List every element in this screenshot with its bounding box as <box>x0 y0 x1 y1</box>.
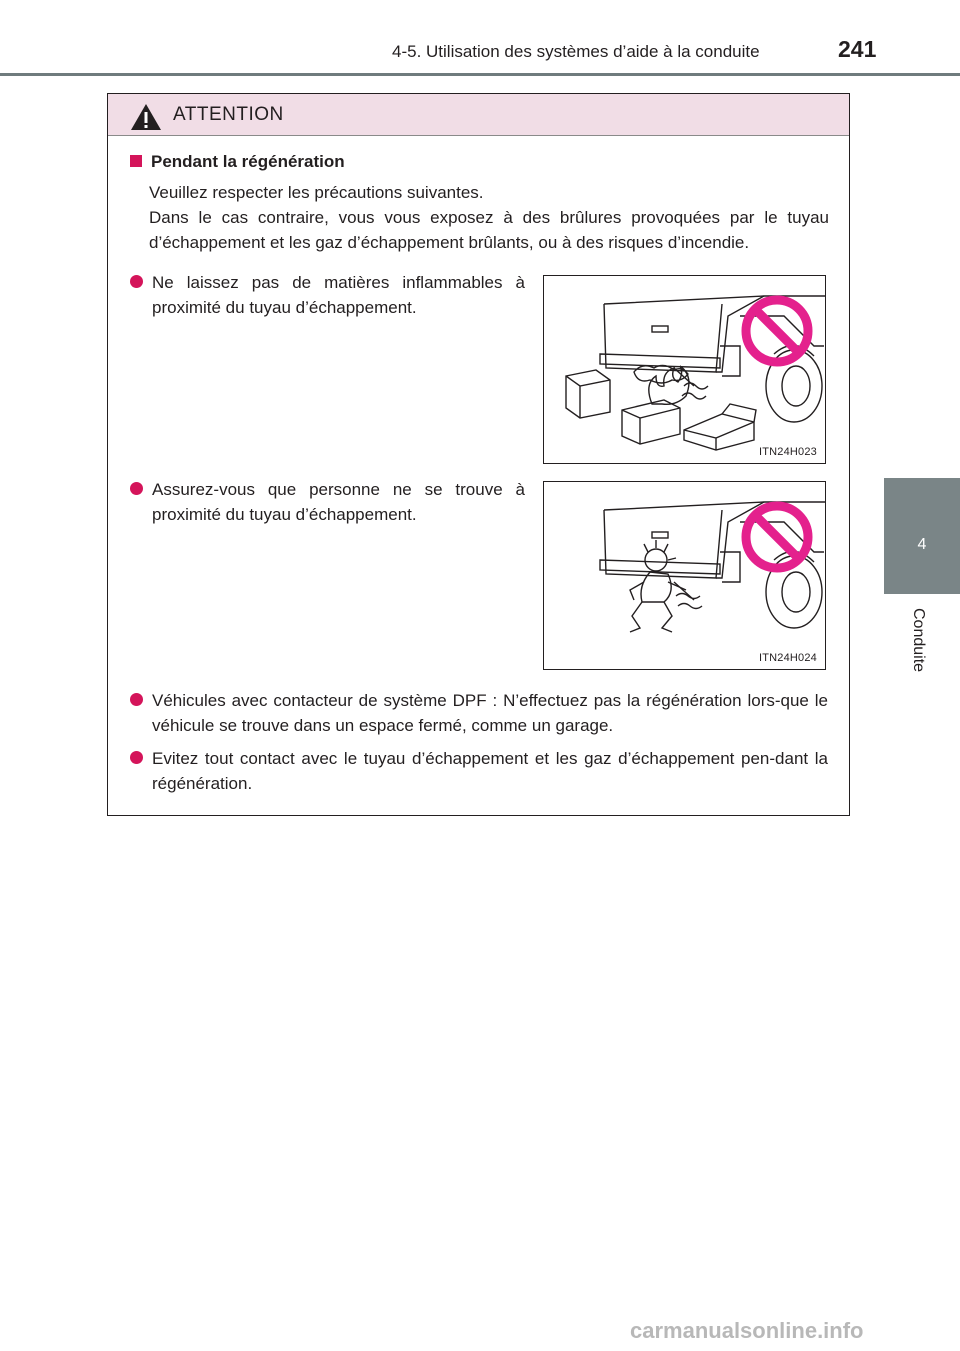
bullet-item <box>130 746 828 796</box>
pickup-person-illustration <box>544 482 826 670</box>
bullet-item <box>130 477 525 527</box>
chapter-tab <box>884 478 960 594</box>
bullet-text: Ne laissez pas de matières inflammables à proximité du tuyau d’échappement. <box>152 273 525 317</box>
bullet-text: Evitez tout contact avec le tuyau d’échappement et les gaz d’échappement pen-dant la régénération. <box>152 749 828 793</box>
warning-header <box>108 94 849 136</box>
intro-line-2: Dans le cas contraire, vous vous exposez à des brûlures provoquées par le tuyau d’échappement et les gaz d’échappement brûlants, ou à des risques d’incendie. <box>149 208 829 252</box>
round-bullet-icon <box>130 482 143 495</box>
section-heading <box>130 152 345 172</box>
warning-title: ATTENTION <box>173 104 284 125</box>
watermark: carmanualsonline.info <box>630 1318 864 1343</box>
bullet-item <box>130 688 828 738</box>
bullet-text: Véhicules avec contacteur de système DPF : N’effectuez pas la régénération lors-que le véhicule se trouve dans un espace fermé, comme un garage. <box>152 691 828 735</box>
illustration-flammables <box>543 275 826 464</box>
warning-box <box>107 93 850 816</box>
illustration-code: ITN24H023 <box>758 446 817 458</box>
intro-line-1: Veuillez respecter les précautions suivantes. <box>149 183 484 202</box>
pickup-flammables-illustration <box>544 276 826 464</box>
header-rule <box>0 73 960 76</box>
section-heading-text: Pendant la régénération <box>151 152 345 171</box>
chapter-name: Conduite <box>910 608 927 673</box>
round-bullet-icon <box>130 751 143 764</box>
round-bullet-icon <box>130 275 143 288</box>
page-number: 241 <box>838 36 877 62</box>
round-bullet-icon <box>130 693 143 706</box>
bullet-text: Assurez-vous que personne ne se trouve à proximité du tuyau d’échappement. <box>152 480 525 524</box>
bullet-item <box>130 270 525 320</box>
running-header: 4-5. Utilisation des systèmes d’aide à la conduite <box>392 42 760 61</box>
chapter-number: 4 <box>917 536 927 553</box>
illustration-code: ITN24H024 <box>758 652 817 664</box>
square-bullet-icon <box>130 155 142 167</box>
illustration-person <box>543 481 826 670</box>
warning-triangle-icon <box>130 103 162 131</box>
